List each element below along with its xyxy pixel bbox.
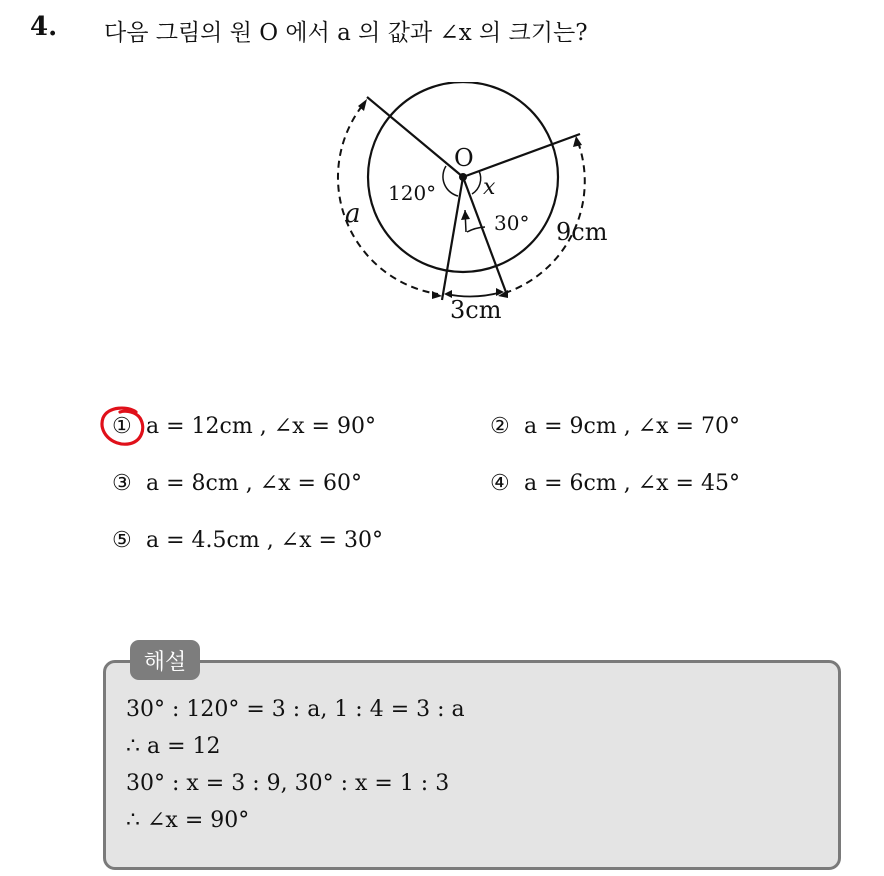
radius-upper-right bbox=[463, 134, 580, 177]
radius-lower-left bbox=[442, 177, 463, 300]
choice-4-text: a = 6cm , ∠x = 45° bbox=[524, 471, 740, 496]
label-arc-3cm: 3cm bbox=[450, 296, 502, 324]
radius-upper-left bbox=[367, 97, 463, 177]
choice-2-text: a = 9cm , ∠x = 70° bbox=[524, 414, 740, 439]
solution-line-4: ∴ ∠x = 90° bbox=[126, 808, 250, 833]
question-number: 4. bbox=[30, 12, 58, 42]
solution-line-2: ∴ a = 12 bbox=[126, 734, 221, 759]
choice-4-number: ④ bbox=[490, 471, 510, 496]
choice-3[interactable] bbox=[112, 471, 362, 496]
label-angle-x: x bbox=[483, 175, 496, 200]
solution-line-1: 30° : 120° = 3 : a, 1 : 4 = 3 : a bbox=[126, 697, 465, 722]
choice-3-number: ③ bbox=[112, 471, 132, 496]
choice-5[interactable] bbox=[112, 528, 383, 553]
question-text: 다음 그림의 원 O 에서 a 의 값과 ∠x 의 크기는? bbox=[104, 20, 588, 46]
label-angle-30: 30° bbox=[494, 211, 530, 235]
label-center-o: O bbox=[454, 144, 474, 172]
solution-line-3: 30° : x = 3 : 9, 30° : x = 1 : 3 bbox=[126, 771, 450, 796]
solution-tag: 해설 bbox=[130, 640, 200, 680]
label-angle-120: 120° bbox=[388, 181, 437, 205]
choice-5-text: a = 4.5cm , ∠x = 30° bbox=[146, 528, 383, 553]
solution-box bbox=[103, 660, 841, 870]
choice-1-text: a = 12cm , ∠x = 90° bbox=[146, 414, 376, 439]
label-arc-a: a bbox=[345, 199, 361, 229]
choice-4[interactable] bbox=[490, 471, 740, 496]
choice-1[interactable] bbox=[112, 414, 376, 439]
choice-2[interactable] bbox=[490, 414, 740, 439]
choice-5-number: ⑤ bbox=[112, 528, 132, 553]
choice-2-number: ② bbox=[490, 414, 510, 439]
choice-1-number: ① bbox=[112, 414, 132, 439]
label-arc-9cm: 9cm bbox=[556, 218, 608, 246]
angle-x-arc bbox=[472, 171, 481, 194]
circle-figure bbox=[320, 82, 630, 332]
center-dot bbox=[459, 173, 467, 181]
choice-3-text: a = 8cm , ∠x = 60° bbox=[146, 471, 362, 496]
